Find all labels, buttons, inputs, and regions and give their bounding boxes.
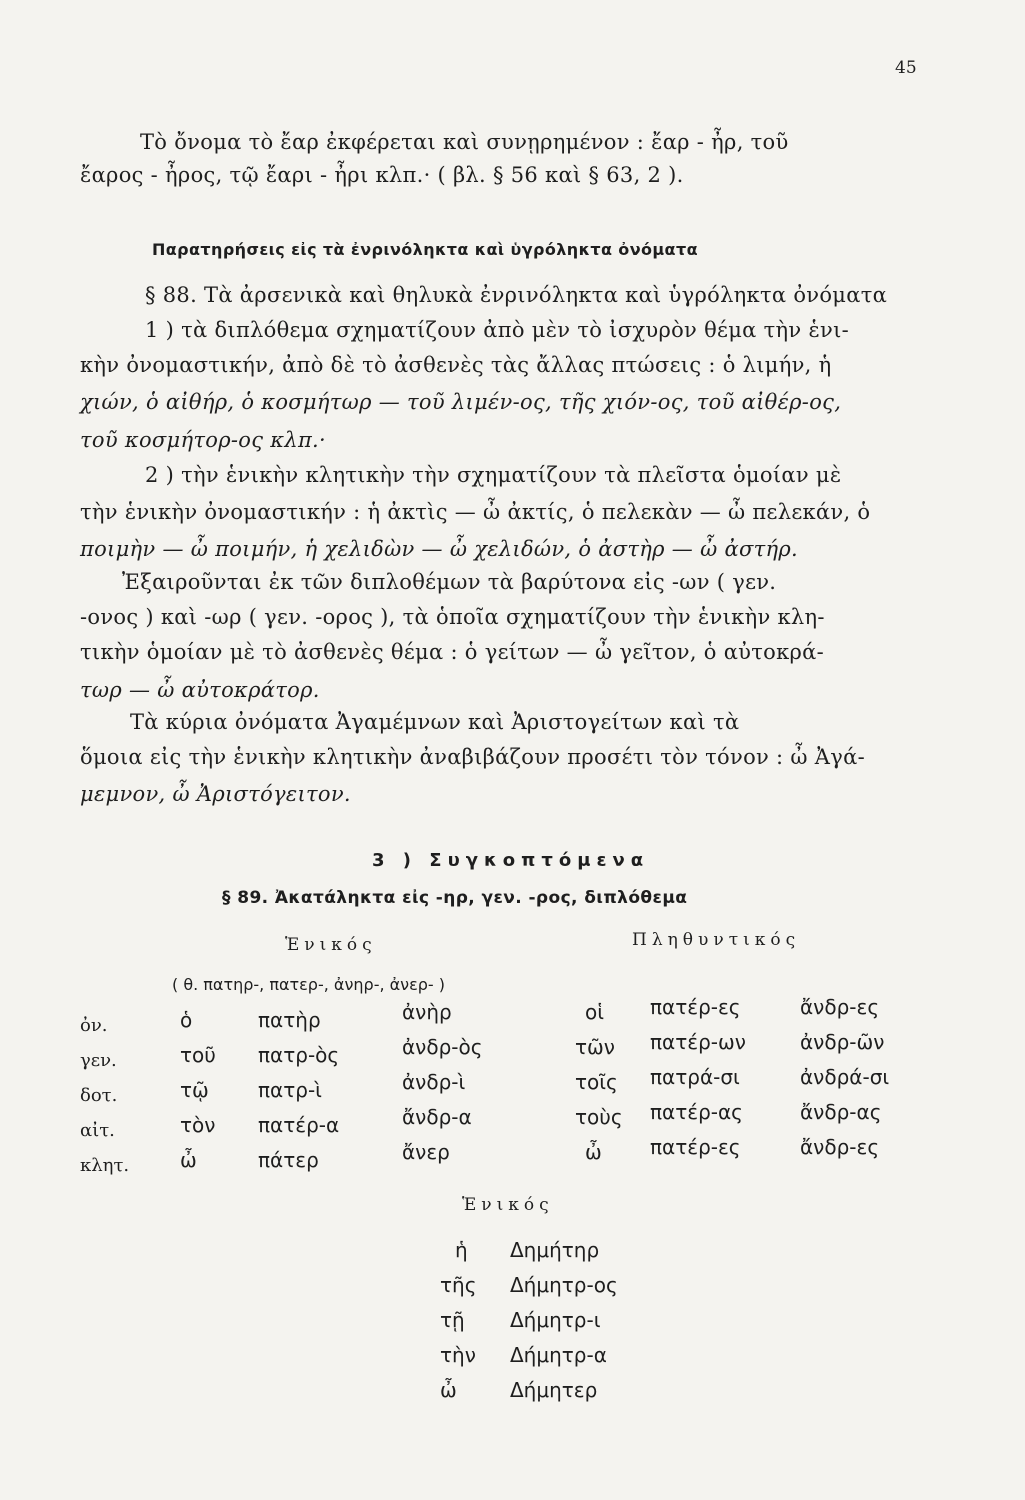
page-number: 45 [895, 58, 917, 78]
noun-form: πατέρ-α [258, 1113, 340, 1137]
noun-form: Δήμητρ-ος [510, 1273, 618, 1297]
noun-form: ἀνδρά-σι [800, 1065, 890, 1089]
noun-form: ἄνδρ-ες [800, 1135, 880, 1159]
article: ὦ [585, 1140, 602, 1164]
noun-form: πατέρ-ες [650, 1135, 741, 1159]
paragraph-line: 2 ) τὴν ἑνικὴν κλητικὴν τὴν σχηματίζουν τὰ πλεῖστα ὁμοίαν μὲ [145, 463, 842, 487]
case-label: ὀν. [80, 1015, 108, 1036]
noun-form: ἄνδρ-ας [800, 1100, 882, 1124]
noun-form: ἄνερ [402, 1140, 450, 1164]
paragraph-line: χιών, ὁ αἰθήρ, ὁ κοσμήτωρ — τοῦ λιμέν-ος, τῆς χιόν-ος, τοῦ αἰθέρ-ος, [80, 390, 842, 414]
paragraph-line: -ονος ) καὶ -ωρ ( γεν. -ορος ), τὰ ὁποῖα σχηματίζουν τὴν ἑνικὴν κλη- [80, 605, 825, 629]
article: ἡ [455, 1238, 468, 1262]
case-label: κλητ. [80, 1155, 130, 1176]
article: τὴν [440, 1343, 476, 1367]
noun-form: ἀνδρ-ὶ [402, 1070, 466, 1094]
noun-form: πατέρ-ων [650, 1030, 746, 1054]
singular-label: Ἑνικός [285, 935, 377, 955]
noun-form: ἄνδρ-ες [800, 995, 880, 1019]
paragraph-line: Ἐξαιροῦνται ἐκ τῶν διπλοθέμων τὰ βαρύτονα εἰς -ων ( γεν. [122, 570, 777, 594]
article: ὦ [440, 1378, 457, 1402]
paragraph-line: ἔαρος - ἦρος, τῷ ἔαρι - ἦρι κλπ.· ( βλ. § 56 καὶ § 63, 2 ). [80, 163, 684, 187]
article: τῆς [440, 1273, 477, 1297]
article: ὁ [180, 1008, 193, 1032]
noun-form: πατέρ-ες [650, 995, 741, 1019]
section-heading: Παρατηρήσεις εἰς τὰ ἐνρινόληκτα καὶ ὑγρόληκτα ὀνόματα [152, 240, 698, 259]
paragraph-line: Τὰ κύρια ὀνόματα Ἀγαμέμνων καὶ Ἀριστογείτων καὶ τὰ [130, 710, 740, 734]
article: τοῖς [575, 1070, 618, 1094]
paragraph-line: κὴν ὀνομαστικήν, ἀπὸ δὲ τὸ ἀσθενὲς τὰς ἄλλας πτώσεις : ὁ λιμήν, ἡ [80, 353, 832, 377]
noun-form: Δήμητρ-ι [510, 1308, 601, 1332]
paragraph-line: 1 ) τὰ διπλόθεμα σχηματίζουν ἀπὸ μὲν τὸ ἰσχυρὸν θέμα τὴν ἑνι- [145, 318, 850, 342]
themes-note: ( θ. πατηρ-, πατερ-, ἀνηρ-, ἀνερ- ) [172, 975, 446, 994]
noun-form: Δημήτηρ [510, 1238, 600, 1262]
article: τοῦ [180, 1043, 216, 1067]
paragraph-line: τὴν ἑνικὴν ὀνομαστικήν : ἡ ἀκτὶς — ὦ ἀκτίς, ὁ πελεκὰν — ὦ πελεκάν, ὁ [80, 500, 871, 524]
article: τῷ [180, 1078, 209, 1102]
noun-form: ἀνδρ-ὸς [402, 1035, 483, 1059]
noun-form: Δήμητερ [510, 1378, 598, 1402]
article: τῶν [575, 1035, 615, 1059]
noun-form: ἀνὴρ [402, 1000, 452, 1024]
singular-label: Ἑνικός [462, 1195, 554, 1215]
section-heading: § 89. Ἀκατάληκτα εἰς -ηρ, γεν. -ρος, διπλόθεμα [222, 888, 688, 908]
article: οἱ [585, 1000, 605, 1024]
case-label: αἰτ. [80, 1120, 115, 1141]
noun-form: πατέρ-ας [650, 1100, 743, 1124]
paragraph-line: τοῦ κοσμήτορ-ος κλπ.· [80, 428, 326, 452]
noun-form: ἄνδρ-α [402, 1105, 472, 1129]
article: τῇ [440, 1308, 465, 1332]
subsection-heading: 3 ) Συγκοπτόμενα [372, 850, 650, 871]
noun-form: πάτερ [258, 1148, 319, 1172]
case-label: δοτ. [80, 1085, 118, 1106]
paragraph-line: Τὸ ὄνομα τὸ ἔαρ ἐκφέρεται καὶ συνῃρημένον : ἔαρ - ἦρ, τοῦ [140, 130, 789, 154]
article: τὸν [180, 1113, 216, 1137]
case-label: γεν. [80, 1050, 117, 1071]
paragraph-line: § 88. Τὰ ἀρσενικὰ καὶ θηλυκὰ ἐνρινόληκτα καὶ ὑγρόληκτα ὀνόματα [145, 283, 888, 307]
article: τοὺς [575, 1105, 623, 1129]
paragraph-line: τωρ — ὦ αὐτοκράτορ. [80, 678, 320, 702]
noun-form: ἀνδρ-ῶν [800, 1030, 885, 1054]
noun-form: πατρ-ὸς [258, 1043, 340, 1067]
noun-form: πατρ-ὶ [258, 1078, 322, 1102]
plural-label: Πληθυντικός [632, 930, 801, 950]
paragraph-line: μεμνον, ὦ Ἀριστόγειτον. [80, 782, 351, 806]
paragraph-line: ὅμοια εἰς τὴν ἑνικὴν κλητικὴν ἀναβιβάζουν προσέτι τὸν τόνον : ὦ Ἀγά- [80, 745, 865, 769]
paragraph-line: ποιμὴν — ὦ ποιμήν, ἡ χελιδὼν — ὦ χελιδών, ὁ ἀστὴρ — ὦ ἀστήρ. [80, 537, 799, 561]
paragraph-line: τικὴν ὁμοίαν μὲ τὸ ἀσθενὲς θέμα : ὁ γείτων — ὦ γεῖτον, ὁ αὐτοκρά- [80, 640, 825, 664]
noun-form: πατὴρ [258, 1008, 321, 1032]
article: ὦ [180, 1148, 197, 1172]
noun-form: Δήμητρ-α [510, 1343, 607, 1367]
noun-form: πατρά-σι [650, 1065, 740, 1089]
